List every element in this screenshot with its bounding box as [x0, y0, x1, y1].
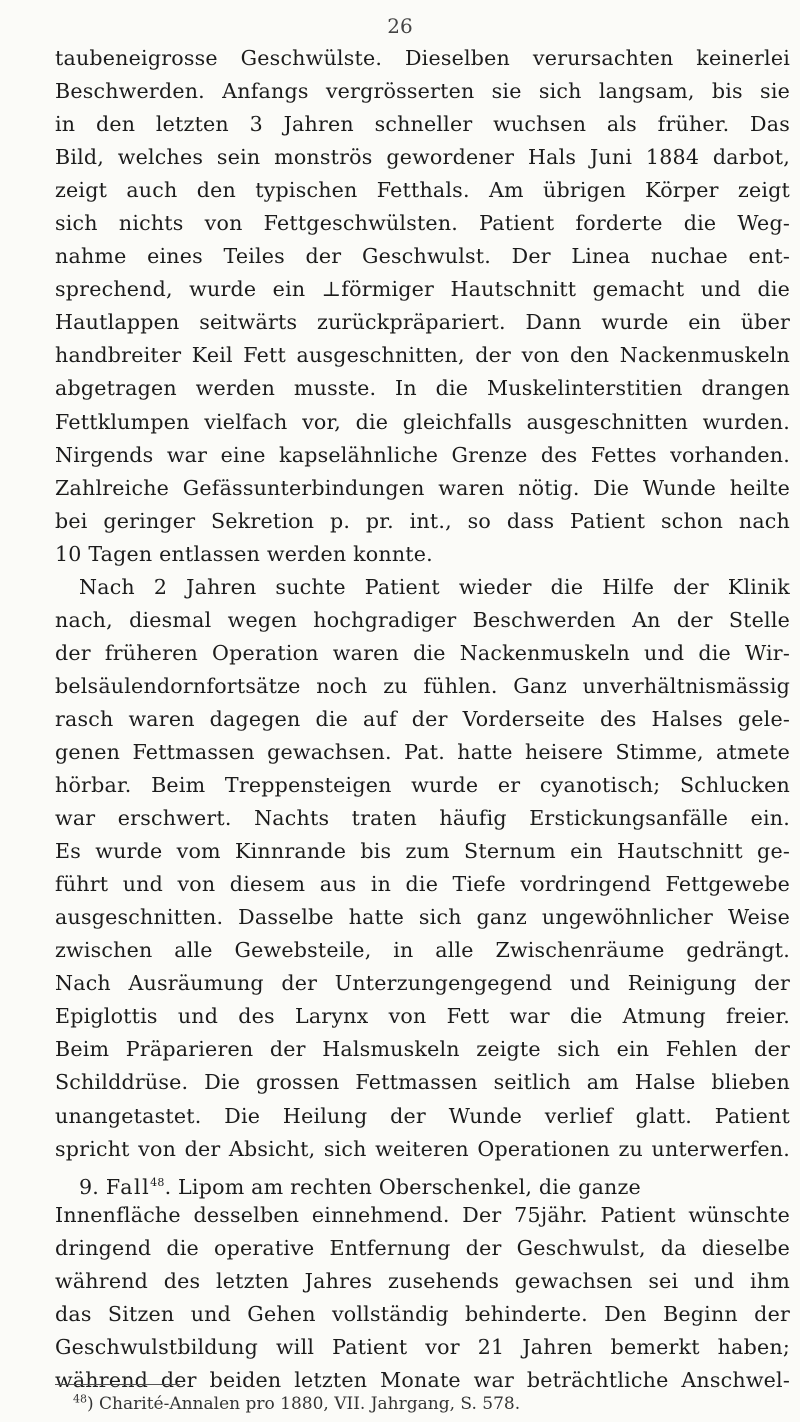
case-number: 9.: [79, 1174, 100, 1199]
text-line: abgetragen werden musste. In die Muskelinterstitien drangen: [55, 376, 790, 401]
text-line: in den letzten 3 Jahren schneller wuchsen als früher. Das: [55, 112, 790, 137]
text-line: 10 Tagen entlassen werden konnte.: [55, 541, 433, 566]
text-line: bei geringer Sekretion p. pr. int., so dass Patient schon nach: [55, 508, 790, 533]
text-line: Nach 2 Jahren suchte Patient wieder die Hilfe der Klinik: [79, 574, 790, 599]
text-line: war erschwert. Nachts traten häufig Erstickungsanfälle ein.: [55, 806, 790, 831]
case-first-text: . Lipom am rechten Oberschenkel, die ganze: [164, 1174, 641, 1199]
text-line: rasch waren dagegen die auf der Vorderseite des Halses gele-: [55, 706, 790, 731]
text-line: Bild, welches sein monströs gewordener Hals Juni 1884 darbot,: [55, 145, 790, 170]
text-line: Geschwulstbildung will Patient vor 21 Jahren bemerkt haben;: [55, 1334, 790, 1359]
text-line: handbreiter Keil Fett ausgeschnitten, der von den Nackenmuskeln: [55, 343, 790, 368]
text-line: taubeneigrosse Geschwülste. Dieselben verursachten keinerlei: [55, 46, 790, 70]
footnote-divider: [55, 1384, 180, 1385]
text-line: während des letzten Jahres zusehends gewachsen sei und ihm: [55, 1268, 790, 1293]
text-line: das Sitzen und Gehen vollständig behinderte. Den Beginn der: [55, 1301, 790, 1326]
text-line: führt und von diesem aus in die Tiefe vordringend Fettgewebe: [55, 872, 790, 897]
text-line: dringend die operative Entfernung der Geschwulst, da dieselbe: [55, 1235, 790, 1260]
page-number: 26: [387, 14, 413, 38]
case-heading-line: [55, 1166, 790, 1199]
text-line: Innenfläche desselben einnehmend. Der 75jähr. Patient wünschte: [55, 1202, 790, 1227]
text-line: genen Fettmassen gewachsen. Pat. hatte heisere Stimme, atmete: [55, 739, 790, 764]
case-label: Fall: [105, 1174, 151, 1199]
text-line: Hautlappen seitwärts zurückpräpariert. Dann wurde ein über: [55, 310, 790, 335]
text-line: Beschwerden. Anfangs vergrösserten sie sich langsam, bis sie: [55, 79, 790, 104]
text-line: nahme eines Teiles der Geschwulst. Der Linea nuchae ent-: [55, 244, 790, 269]
text-line: Schilddrüse. Die grossen Fettmassen seitlich am Halse blieben: [55, 1070, 790, 1095]
footnote-text: ) Charité-Annalen pro 1880, VII. Jahrgang, S. 578.: [87, 1393, 521, 1414]
text-line: während der beiden letzten Monate war beträchtliche Anschwel-: [55, 1367, 790, 1392]
text-line: zwischen alle Gewebsteile, in alle Zwischenräume gedrängt.: [55, 938, 790, 963]
text-line: sich nichts von Fettgeschwülsten. Patient forderte die Weg-: [55, 211, 790, 236]
body-text: [55, 42, 790, 1397]
text-line: nach, diesmal wegen hochgradiger Beschwerden An der Stelle: [55, 607, 790, 632]
text-line: belsäulendornfortsätze noch zu fühlen. Ganz unverhältnismässig: [55, 673, 790, 698]
text-line: zeigt auch den typischen Fetthals. Am übrigen Körper zeigt: [55, 178, 790, 203]
text-line: Fettklumpen vielfach vor, die gleichfalls ausgeschnitten wurden.: [55, 409, 790, 434]
text-line: Beim Präparieren der Halsmuskeln zeigte sich ein Fehlen der: [55, 1037, 790, 1062]
text-line: spricht von der Absicht, sich weiteren Operationen zu unterwerfen.: [55, 1136, 790, 1161]
text-line: hörbar. Beim Treppensteigen wurde er cyanotisch; Schlucken: [55, 773, 790, 798]
footnote-mark: 48: [73, 1392, 87, 1405]
text-line: Es wurde vom Kinnrande bis zum Sternum ein Hautschnitt ge-: [55, 839, 790, 864]
text-line: Epiglottis und des Larynx von Fett war die Atmung freier.: [55, 1004, 790, 1029]
text-line: Nirgends war eine kapselähnliche Grenze des Fettes vorhanden.: [55, 442, 790, 467]
footnote-reference: 48: [150, 1175, 165, 1189]
text-line: ausgeschnitten. Dasselbe hatte sich ganz ungewöhnlicher Weise: [55, 905, 790, 930]
text-line: sprechend, wurde ein ⊥förmiger Hautschnitt gemacht und die: [55, 277, 790, 302]
text-line: Nach Ausräumung der Unterzungengegend und Reinigung der: [55, 971, 790, 996]
text-line: der früheren Operation waren die Nackenmuskeln und die Wir-: [55, 640, 790, 665]
text-line: unangetastet. Die Heilung der Wunde verlief glatt. Patient: [55, 1103, 790, 1128]
text-line: Zahlreiche Gefässunterbindungen waren nötig. Die Wunde heilte: [55, 475, 790, 500]
footnote: [55, 1392, 790, 1414]
